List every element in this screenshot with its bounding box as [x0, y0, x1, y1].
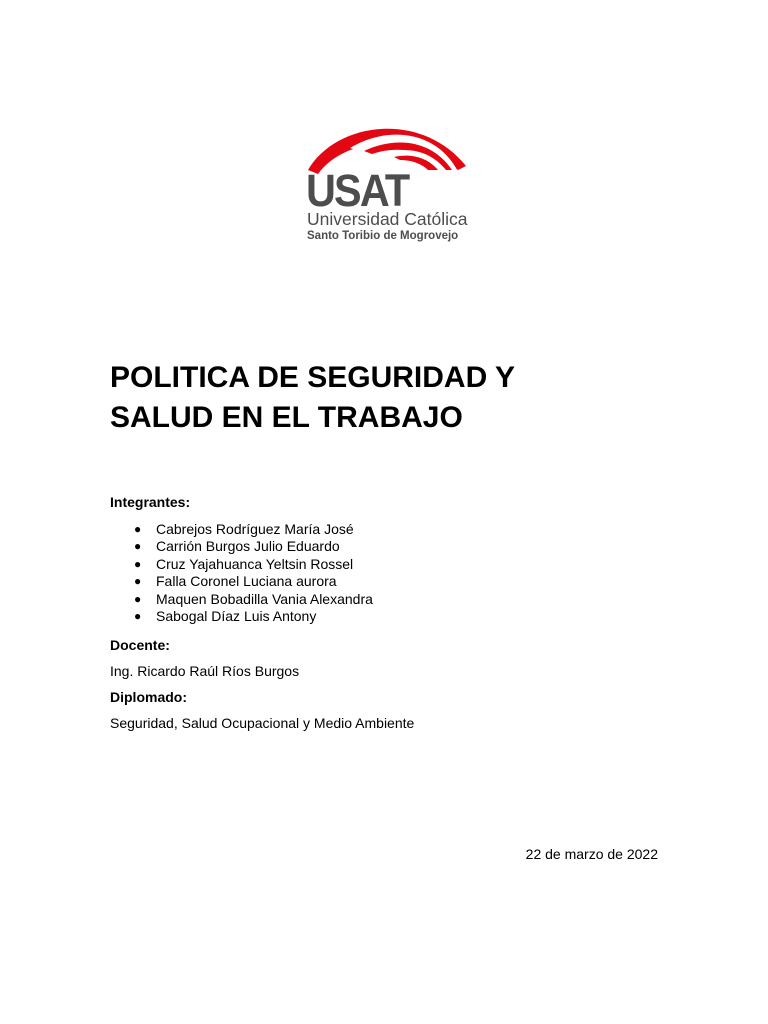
title-line-2: SALUD EN EL TRABAJO — [110, 401, 463, 434]
teacher-name: Ing. Ricardo Raúl Ríos Burgos — [110, 663, 300, 679]
bullet-icon: ● — [134, 608, 142, 623]
member-name: Cruz Yajahuanca Yeltsin Rossel — [156, 555, 354, 572]
members-label: Integrantes: — [110, 494, 191, 510]
member-name: Cabrejos Rodríguez María José — [156, 521, 354, 537]
list-item — [110, 556, 373, 573]
diploma-name: Seguridad, Salud Ocupacional y Medio Ambiente — [110, 715, 415, 731]
list-item — [110, 591, 373, 608]
member-name: Carrión Burgos Julio Eduardo — [156, 538, 340, 555]
document-title — [110, 358, 670, 438]
logo-university-subtitle: Santo Toribio de Mogrovejo — [307, 230, 459, 242]
member-name: Falla Coronel Luciana aurora — [156, 573, 337, 590]
list-item — [110, 608, 373, 625]
logo-university-name: Universidad Católica — [307, 209, 468, 229]
diploma-label: Diplomado: — [110, 689, 187, 705]
logo-abbreviation: USAT — [306, 165, 409, 216]
bullet-icon: ● — [134, 591, 142, 606]
bullet-icon: ● — [134, 522, 142, 536]
list-item — [110, 538, 373, 555]
title-line-1: POLITICA DE SEGURIDAD Y — [110, 361, 516, 394]
document-date: 22 de marzo de 2022 — [525, 846, 658, 862]
university-logo — [300, 118, 470, 248]
bullet-icon: ● — [134, 574, 142, 589]
member-name: Maquen Bobadilla Vania Alexandra — [156, 590, 373, 607]
member-name: Sabogal Díaz Luis Antony — [156, 607, 317, 624]
members-list — [110, 521, 373, 625]
bullet-icon: ● — [134, 556, 142, 571]
teacher-label: Docente: — [110, 637, 170, 653]
list-item — [110, 573, 373, 590]
list-item — [110, 521, 373, 538]
bullet-icon: ● — [134, 539, 142, 554]
